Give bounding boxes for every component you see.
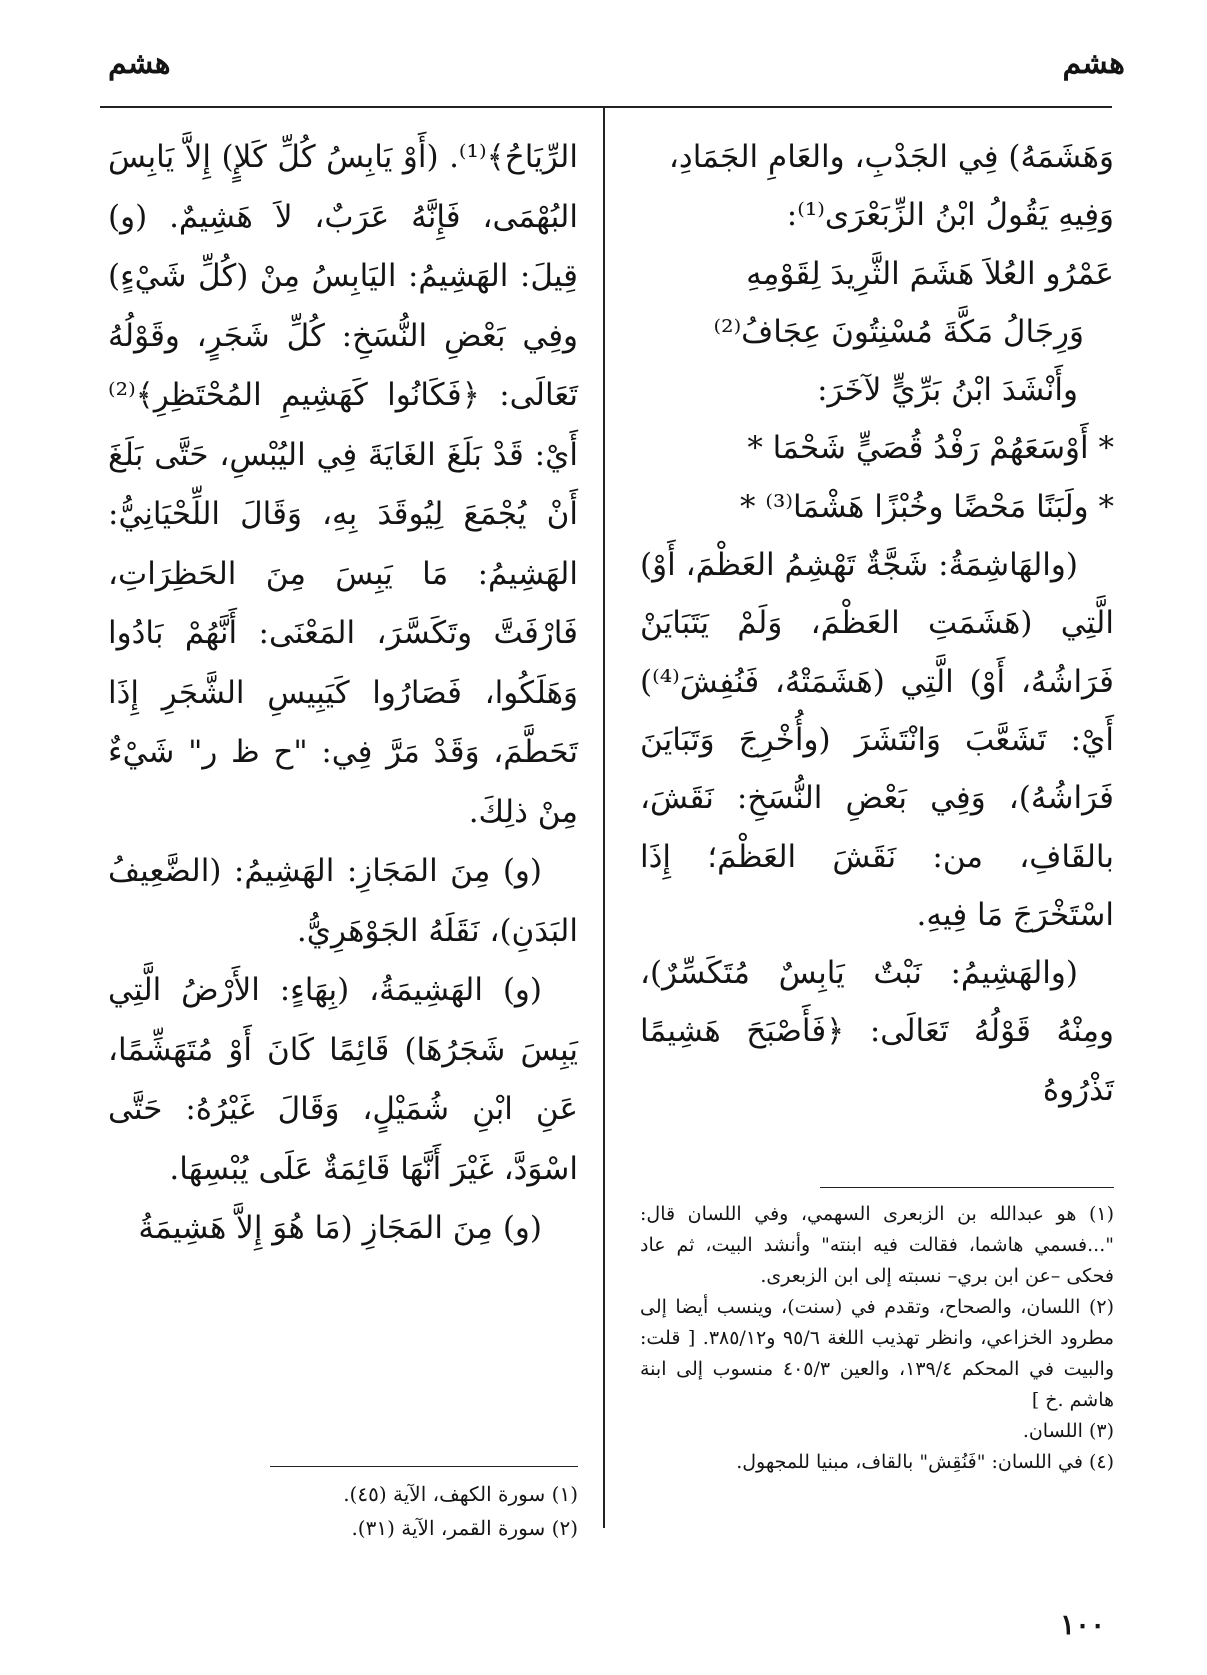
verse-line: * أَوْسَعَهُمْ رَفْدُ قُصَيٍّ شَحْمَا * [747,430,1114,467]
footnote: (١) سورة الكهف، الآية (٤٥). [343,1482,578,1506]
text-line: وَفِيهِ يَقُولُ ابْنُ الزِّبَعْرَى⁽¹⁾: [786,197,1114,234]
running-header-left: هشم [108,46,171,81]
footnotes-left [108,1477,578,1545]
paragraph: (و) الهَشِيمَةُ، (بِهَاءٍ: الأَرْضُ الَّتِي يَبِسَ شَجَرُهَا) قَائِمًا كَانَ أَوْ مُتَهَشِّمًا، عَنِ ابْنِ شُمَيْلٍ، وَقَالَ غَيْرُهُ: حَتَّى اسْوَدَّ، غَيْرَ أَنَّهَا قَائِمَةٌ عَلَى يُبْسِهَا. [108,972,578,1187]
paragraph: (و) مِنَ المَجَازِ: الهَشِيمُ: (الضَّعِيفُ البَدَنِ)، نَقَلَهُ الجَوْهَرِيُّ. [108,853,578,949]
header-rule [100,106,1112,108]
verse-line: وَرِجَالُ مَكَّةَ مُسْنِتُونَ عِجَافُ⁽²⁾ [713,313,1084,350]
footnote: (٢) سورة القمر، الآية (٣١). [351,1516,578,1540]
text-line: وأَنْشَدَ ابْنُ بَرِّيٍّ لآخَرَ: [817,372,1078,409]
running-header-right: هشم [1062,46,1125,81]
paragraph: (و) مِنَ المَجَازِ (مَا هُوَ إِلاَّ هَشِيمَةُ [138,1210,542,1246]
verse-line: * ولَبَنًا مَحْضًا وخُبْزًا هَشْمَا⁽³⁾ * [739,488,1114,525]
verse-line: عَمْرُو العُلاَ هَشَمَ الثَّرِيدَ لِقَوْمِهِ [746,255,1114,292]
paragraph: الرِّيَاحُ﴾⁽¹⁾. (أَوْ يَابِسُ كُلِّ كَلإٍ) إِلاَّ يَابِسَ البُهْمَى، فَإِنَّهُ عَرَبٌ، لاَ هَشِيمٌ. (و) قِيلَ: الهَشِيمُ: اليَابِسُ مِنْ (كُلِّ شَيْءٍ) وفِي بَعْضِ النُّسَخِ: كُلِّ شَجَرٍ، وقَوْلُهُ تَعَالَى: ﴿فَكَانُوا كَهَشِيمِ المُحْتَظِرِ﴾⁽²⁾ أَيْ: قَدْ بَلَغَ الغَايَةَ فِي اليُبْسِ، حَتَّى بَلَغَ أَنْ يُجْمَعَ لِيُوقَدَ بِهِ، وَقَالَ اللِّحْيَانِيُّ: الهَشِيمُ: مَا يَبِسَ مِنَ الحَظِرَاتِ، فَارْفَتَّ وتَكَسَّرَ، المَعْنَى: أَنَّهُمْ بَادُوا وَهَلَكُوا، فَصَارُوا كَيَبِيسِ الشَّجَرِ إِذَا تَحَطَّمَ، وَقَدْ مَرَّ فِي: "ح ظ ر" شَيْءٌ مِنْ ذلِكَ. [108,139,578,830]
paragraph: (والهَاشِمَةُ: شَجَّةٌ تَهْشِمُ العَظْمَ، أَوْ) الَّتِي (هَشَمَتِ العَظْمَ، وَلَمْ يَتَبَايَنْ فَرَاشُهُ، أَوْ) الَّتِي (هَشَمَتْهُ، فَنُفِشَ⁽⁴⁾) أَيْ: تَشَعَّبَ وَانْتَشَرَ (وأُخْرِجَ وَتَبَايَنَ فَرَاشُهُ)، وَفِي بَعْضِ النُّسَخِ: نَقَشَ، بالقَافِ، من: نَقَشَ العَظْمَ؛ إِذَا اسْتَخْرَجَ مَا فِيهِ. [640,547,1114,933]
page-number: ١٠٠ [1060,1608,1106,1641]
footnote: (٢) اللسان، والصحاح، وتقدم في (سنت)، وينسب أيضا إلى مطرود الخزاعي، وانظر تهذيب اللغة ٩٥/٦ و٣٨٥/١٢. [ قلت: والبيت في المحكم ١٣٩/٤، والعين ٤٠٥/٣ منسوب إلى ابنة هاشم .خ ] [640,1296,1114,1411]
footnote-rule-right [820,1187,1114,1188]
footnote: (١) هو عبدالله بن الزبعرى السهمي، وفي اللسان قال: "...فسمي هاشما، فقالت فيه ابنته" وأنشد البيت، ثم عاد فحكى –عن ابن بري– نسبته إلى ابن الزبعرى. [640,1203,1114,1287]
footnote: (٣) اللسان. [1022,1420,1114,1442]
footnote-rule-left [270,1466,578,1467]
paragraph: (والهَشِيمُ: نَبْتٌ يَابِسٌ مُتَكَسِّرٌ)، ومِنْهُ قَوْلُهُ تَعَالَى: ﴿فَأَصْبَحَ هَشِيمًا تَذْرُوهُ [640,955,1114,1108]
right-column [640,128,1114,1119]
column-divider [603,108,605,1528]
left-column [108,128,578,1259]
footnote: (٤) في اللسان: "فَنُقِش" بالقاف، مبنيا للمجهول. [736,1451,1114,1473]
text-line: وَهَشَمَهُ) فِي الجَدْبِ، والعَامِ الجَمَادِ، [668,139,1114,175]
footnotes-right [640,1199,1114,1478]
